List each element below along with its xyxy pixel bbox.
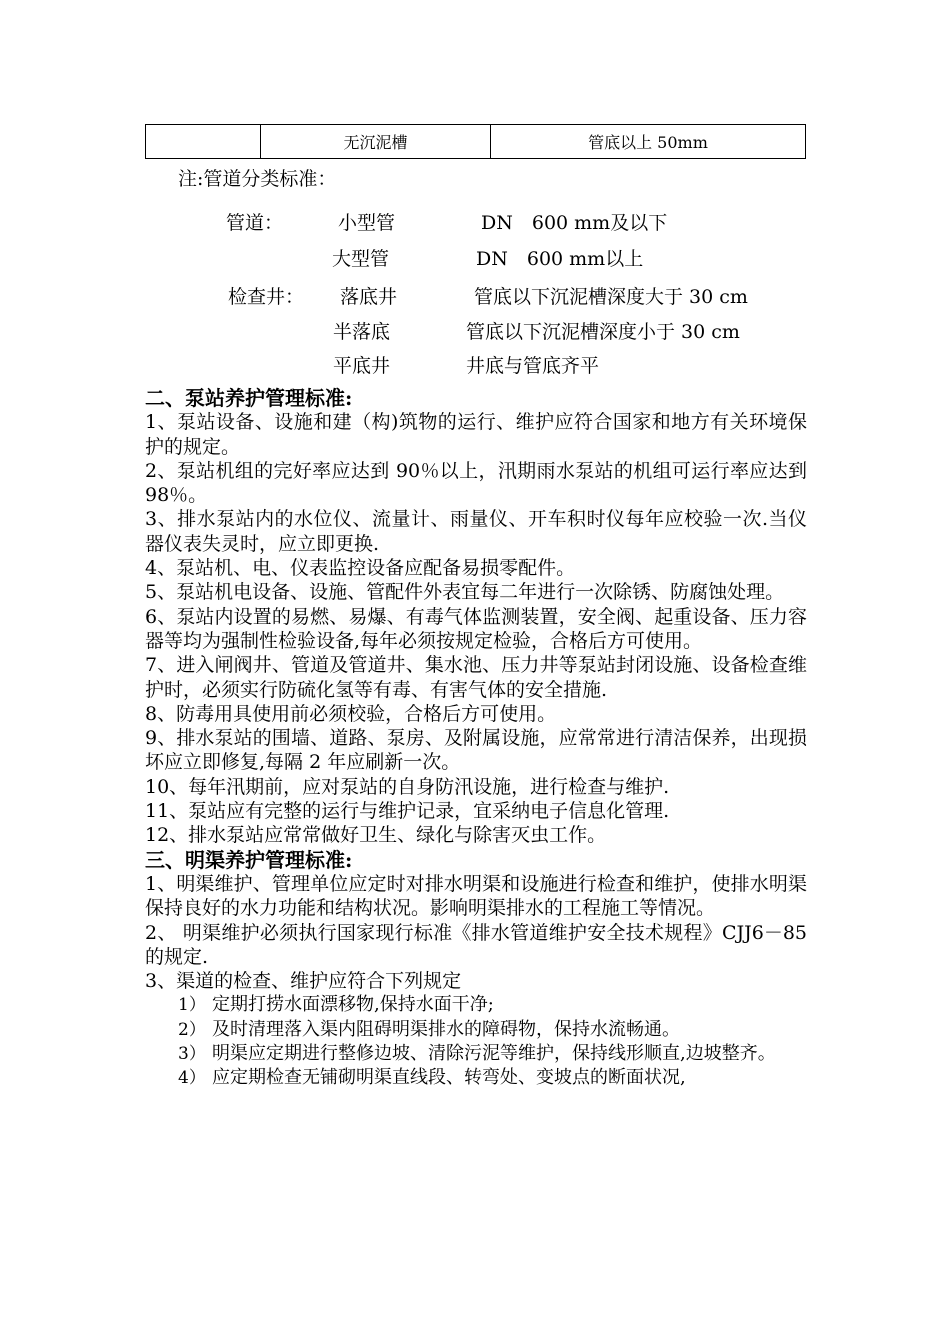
list-item-text: 明渠应定期进行整修边坡、清除污泥等维护，保持线形顺直,边坡整齐。: [212, 1043, 776, 1065]
section3-item: 2、 明渠维护必须执行国家现行标准《排水管道维护安全技术规程》CJJ6－85 的规定.: [145, 921, 807, 968]
pipe-small-name: 小型管: [338, 212, 396, 234]
section2-item: 2、泵站机组的完好率应达到 90％以上，汛期雨水泵站的机组可运行率应达到 98％。: [145, 459, 807, 507]
section2-item: 7、进入闸阀井、管道及管道井、集水池、压力井等泵站封闭设施、设备检查维护时，必须实行防硫化氢等有毒、有害气体的安全措施.: [145, 654, 807, 701]
table-row: [146, 125, 806, 159]
list-item-text: 及时清理落入渠内阻碍明渠排水的障碍物，保持水流畅通。: [212, 1018, 680, 1040]
well-label: 检查井：: [228, 286, 305, 308]
section2-item: 9、排水泵站的围墙、道路、泵房、及附属设施，应常常进行清洁保养，出现损坏应立即修复,每隔 2 年应刷新一次。: [145, 727, 807, 774]
pipe-small-value: DN 600 mm及以下: [481, 212, 668, 234]
section2-heading: 二、泵站养护管理标准:: [145, 386, 353, 410]
section2-item: 4、泵站机、电、仪表监控设备应配备易损零配件。: [145, 557, 576, 580]
section2-item: 8、防毒用具使用前必须校验，合格后方可使用。: [145, 702, 557, 725]
list-item-number: 4）: [178, 1068, 206, 1089]
list-item: [145, 1018, 807, 1042]
list-item-text: 定期打捞水面漂移物,保持水面干净;: [212, 994, 494, 1016]
section3-item: 3、渠道的检查、维护应符合下列规定: [145, 970, 462, 993]
section2-item: 10、每年汛期前，应对泵站的自身防汛设施，进行检查与维护.: [145, 775, 670, 798]
list-item: [145, 1042, 807, 1066]
section2-item: 1、泵站设备、设施和建（构)筑物的运行、维护应符合国家和地方有关环境保护的规定。: [145, 411, 807, 458]
list-item-number: 2）: [178, 1019, 206, 1040]
standards-table-fragment: [145, 124, 806, 159]
table-cell-empty: [146, 125, 261, 159]
list-item-text: 应定期检查无铺砌明渠直线段、转弯处、变坡点的断面状况,: [212, 1067, 686, 1089]
section3-heading: 三、明渠养护管理标准:: [145, 847, 353, 872]
well-deep-value: 管底以下沉泥槽深度大于 30 cm: [474, 286, 748, 308]
section2-item: 11、泵站应有完整的运行与维护记录，宜采纳电子信息化管理.: [145, 800, 670, 823]
section2-item: 12、排水泵站应常常做好卫生、绿化与除害灭虫工作。: [145, 824, 607, 847]
list-item: [145, 993, 807, 1017]
section2-item: 5、泵站机电设备、设施、管配件外表宜每二年进行一次除锈、防腐蚀处理。: [145, 581, 785, 604]
well-flat-name: 平底井: [333, 355, 391, 377]
well-half-name: 半落底: [333, 321, 391, 343]
section3-sublist: [145, 993, 807, 1090]
pipe-label: 管道：: [226, 212, 284, 234]
list-item: [145, 1066, 807, 1090]
list-item-number: 3）: [178, 1044, 206, 1065]
section2-item: 6、泵站内设置的易燃、易爆、有毒气体监测装置，安全阀、起重设备、压力容器等均为强制性检验设备,每年必须按规定检验，合格后方可使用。: [145, 605, 807, 652]
table-cell-depth: 管底以上 50mm: [491, 125, 806, 159]
pipe-large-value: DN 600 mm以上: [476, 248, 644, 270]
pipe-large-name: 大型管: [332, 248, 390, 270]
well-half-value: 管底以下沉泥槽深度小于 30 cm: [466, 321, 740, 343]
well-deep-name: 落底井: [340, 286, 398, 308]
list-item-number: 1）: [178, 995, 206, 1016]
section2-item: 3、排水泵站内的水位仪、流量计、雨量仪、开车积时仪每年应校验一次.当仪器仪表失灵时，应立即更换.: [145, 508, 807, 555]
table-cell-type: 无沉泥槽: [261, 125, 491, 159]
well-flat-value: 井底与管底齐平: [466, 355, 600, 377]
section3-item: 1、明渠维护、管理单位应定时对排水明渠和设施进行检查和维护，使排水明渠保持良好的水力功能和结构状况。影响明渠排水的工程施工等情况。: [145, 872, 807, 920]
document-body: [145, 386, 807, 1091]
note-title: 注:管道分类标准：: [178, 168, 337, 190]
